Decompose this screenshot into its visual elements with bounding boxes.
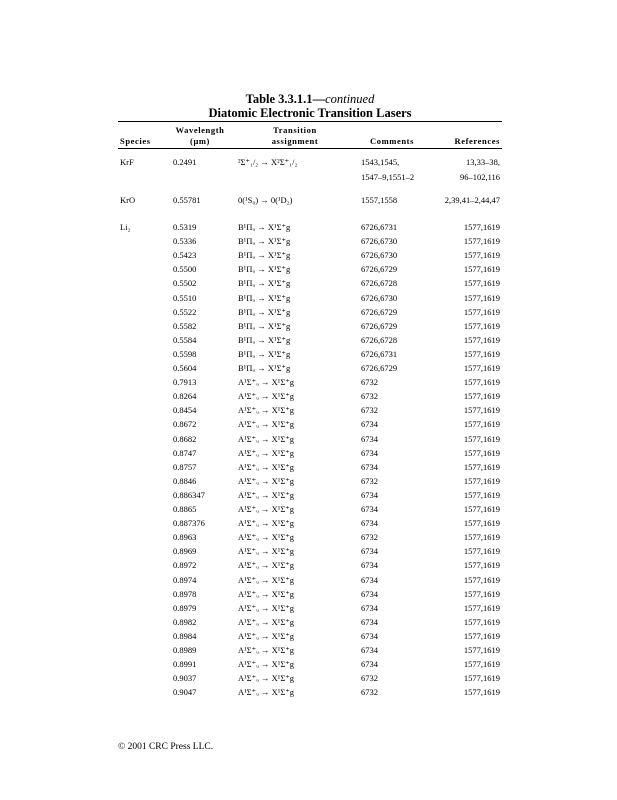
cell-wavelength: 0.5319 [173, 222, 197, 232]
cell-references: 1577,1619 [463, 659, 500, 670]
cell-transition: B¹Πᵤ → X¹Σ⁺g [238, 320, 291, 331]
cell-comments: 6726,6728 [361, 334, 398, 345]
cell-references: 1577,1619 [463, 546, 500, 557]
cell-comments: 6734 [361, 461, 378, 472]
cell-references: 1577,1619 [463, 602, 500, 613]
cell-wavelength: 0.5584 [173, 334, 197, 345]
cell-transition: A¹Σ⁺ᵤ → X¹Σ⁺g [238, 489, 295, 500]
cell-wavelength: 0.8978 [173, 588, 197, 599]
cell-references: 1577,1619 [463, 405, 500, 416]
cell-wavelength: 0.8991 [173, 659, 197, 670]
cell-wavelength: 0.8984 [173, 630, 197, 641]
table-number: Table 3.3.1.1 [245, 92, 313, 106]
cell-comments: 6734 [361, 630, 378, 641]
header-wavelength-unit: (μm) [190, 136, 210, 146]
cell-comments: 6726,6730 [361, 292, 398, 303]
cell-references: 1577,1619 [463, 320, 500, 331]
cell-wavelength: 0.8757 [173, 461, 197, 472]
cell-wavelength: 0.8982 [173, 616, 197, 627]
cell-references: 1577,1619 [463, 447, 500, 458]
cell-transition: 0(¹S₀) → 0(¹D₂) [238, 195, 293, 205]
cell-references: 1577,1619 [463, 461, 500, 472]
cell-wavelength: 0.5604 [173, 363, 197, 373]
cell-comments: 1543,1545, [361, 157, 400, 167]
cell-transition: A¹Σ⁺ᵤ → X¹Σ⁺g [238, 630, 295, 641]
cell-transition: B¹Πᵤ → X¹Σ⁺g [238, 292, 291, 303]
cell-transition: A¹Σ⁺ᵤ → X¹Σ⁺g [238, 461, 295, 472]
cell-comments: 6726,6730 [361, 236, 398, 247]
cell-transition: A¹Σ⁺ᵤ → X¹Σ⁺g [238, 546, 295, 557]
cell-comments: 6726,6729 [361, 363, 398, 373]
cell-wavelength: 0.887376 [173, 518, 205, 529]
cell-comments: 1557,1558 [361, 195, 398, 205]
cell-references: 1577,1619 [463, 673, 500, 684]
cell-comments: 6734 [361, 616, 378, 627]
cell-transition: B¹Πᵤ → X¹Σ⁺g [238, 348, 291, 359]
cell-wavelength: 0.8846 [173, 475, 197, 486]
cell-comments: 1547–9,1551–2 [361, 172, 415, 182]
cell-transition: A¹Σ⁺ᵤ → X¹Σ⁺g [238, 518, 295, 529]
cell-comments: 6732 [361, 377, 378, 388]
cell-wavelength: 0.7913 [173, 377, 197, 388]
cell-references: 2,39,41–2,44,47 [444, 195, 500, 205]
cell-references: 1577,1619 [463, 518, 500, 529]
cell-wavelength: 0.5423 [173, 250, 197, 261]
cell-references: 1577,1619 [463, 250, 500, 261]
cell-references: 1577,1619 [463, 504, 500, 514]
cell-references: 13,33–38, [466, 157, 500, 167]
header-wavelength [165, 125, 235, 147]
header-comments: Comments [370, 136, 414, 146]
cell-wavelength: 0.5522 [173, 306, 197, 317]
cell-transition: A¹Σ⁺ᵤ → X¹Σ⁺g [238, 504, 295, 514]
cell-wavelength: 0.8672 [173, 419, 197, 430]
cell-references: 1577,1619 [463, 306, 500, 317]
cell-references: 1577,1619 [463, 616, 500, 627]
header-references: References [454, 136, 500, 146]
cell-comments: 6732 [361, 475, 378, 486]
cell-transition: B¹Πᵤ → X¹Σ⁺g [238, 222, 291, 232]
cell-wavelength: 0.8682 [173, 433, 197, 444]
cell-transition: A¹Σ⁺ᵤ → X¹Σ⁺g [238, 673, 295, 684]
cell-references: 1577,1619 [463, 222, 500, 232]
cell-comments: 6732 [361, 391, 378, 402]
cell-references: 1577,1619 [463, 419, 500, 430]
cell-wavelength: 0.8974 [173, 574, 197, 585]
cell-references: 1577,1619 [463, 391, 500, 402]
cell-comments: 6734 [361, 447, 378, 458]
cell-references: 1577,1619 [463, 433, 500, 444]
cell-references: 1577,1619 [463, 645, 500, 655]
cell-transition: ²Σ⁺₁/₂ → X²Σ⁺₁/₂ [238, 157, 298, 167]
cell-references: 1577,1619 [463, 588, 500, 599]
cell-transition: A¹Σ⁺ᵤ → X¹Σ⁺g [238, 602, 295, 613]
cell-wavelength: 0.8979 [173, 602, 197, 613]
table-subtitle: Diatomic Electronic Transition Lasers [208, 106, 412, 120]
cell-wavelength: 0.55781 [173, 195, 201, 205]
cell-transition: A¹Σ⁺ᵤ → X¹Σ⁺g [238, 405, 295, 416]
cell-species: KrF [120, 157, 134, 167]
cell-references: 1577,1619 [463, 630, 500, 641]
cell-wavelength: 0.5500 [173, 264, 197, 275]
cell-references: 1577,1619 [463, 377, 500, 388]
cell-comments: 6726,6731 [361, 222, 398, 232]
cell-transition: A¹Σ⁺ᵤ → X¹Σ⁺g [238, 659, 295, 670]
cell-wavelength: 0.9047 [173, 687, 197, 698]
cell-references: 1577,1619 [463, 236, 500, 247]
cell-references: 1577,1619 [463, 278, 500, 289]
cell-comments: 6726,6729 [361, 320, 398, 331]
cell-comments: 6734 [361, 518, 378, 529]
cell-wavelength: 0.5582 [173, 320, 197, 331]
cell-references: 1577,1619 [463, 475, 500, 486]
cell-species: KrO [120, 195, 136, 205]
cell-comments: 6734 [361, 433, 378, 444]
cell-transition: B¹Πᵤ → X¹Σ⁺g [238, 250, 291, 261]
cell-comments: 6726,6729 [361, 306, 398, 317]
cell-transition: A¹Σ⁺ᵤ → X¹Σ⁺g [238, 419, 295, 430]
cell-transition: A¹Σ⁺ᵤ → X¹Σ⁺g [238, 687, 295, 698]
cell-comments: 6734 [361, 645, 378, 655]
cell-wavelength: 0.5336 [173, 236, 197, 247]
cell-transition: A¹Σ⁺ᵤ → X¹Σ⁺g [238, 475, 295, 486]
cell-transition: A¹Σ⁺ᵤ → X¹Σ⁺g [238, 391, 295, 402]
cell-wavelength: 0.8454 [173, 405, 197, 416]
cell-comments: 6734 [361, 560, 378, 571]
cell-references: 1577,1619 [463, 532, 500, 543]
cell-transition: A¹Σ⁺ᵤ → X¹Σ⁺g [238, 532, 295, 543]
cell-references: 1577,1619 [463, 687, 500, 698]
cell-transition: A¹Σ⁺ᵤ → X¹Σ⁺g [238, 447, 295, 458]
cell-references: 1577,1619 [463, 334, 500, 345]
cell-wavelength: 0.8969 [173, 546, 197, 557]
cell-references: 1577,1619 [463, 363, 500, 373]
top-rule [118, 121, 502, 122]
cell-transition: A¹Σ⁺ᵤ → X¹Σ⁺g [238, 616, 295, 627]
cell-comments: 6726,6729 [361, 264, 398, 275]
cell-wavelength: 0.8989 [173, 645, 197, 655]
cell-transition: B¹Πᵤ → X¹Σ⁺g [238, 363, 291, 373]
cell-wavelength: 0.9037 [173, 673, 197, 684]
cell-comments: 6734 [361, 659, 378, 670]
cell-comments: 6732 [361, 687, 378, 698]
cell-references: 1577,1619 [463, 489, 500, 500]
cell-wavelength: 0.886347 [173, 489, 205, 500]
header-wavelength-label: Wavelength [175, 125, 225, 135]
cell-wavelength: 0.8972 [173, 560, 197, 571]
header-transition-label: Transition [273, 125, 317, 135]
cell-transition: B¹Πᵤ → X¹Σ⁺g [238, 306, 291, 317]
cell-comments: 6734 [361, 588, 378, 599]
cell-wavelength: 0.5510 [173, 292, 197, 303]
cell-transition: A¹Σ⁺ᵤ → X¹Σ⁺g [238, 588, 295, 599]
cell-comments: 6734 [361, 489, 378, 500]
header-transition [250, 125, 340, 147]
cell-wavelength: 0.5598 [173, 348, 197, 359]
cell-references: 1577,1619 [463, 574, 500, 585]
cell-transition: A¹Σ⁺ᵤ → X¹Σ⁺g [238, 433, 295, 444]
cell-wavelength: 0.8963 [173, 532, 197, 543]
cell-references: 96–102,116 [459, 172, 500, 182]
cell-species: Li₂ [120, 222, 131, 232]
table-continued-label: continued [325, 92, 375, 106]
cell-comments: 6726,6730 [361, 250, 398, 261]
header-transition-label-2: assignment [271, 136, 319, 146]
cell-comments: 6732 [361, 532, 378, 543]
cell-transition: B¹Πᵤ → X¹Σ⁺g [238, 264, 291, 275]
cell-wavelength: 0.5502 [173, 278, 197, 289]
cell-wavelength: 0.2491 [173, 157, 197, 167]
cell-comments: 6734 [361, 419, 378, 430]
cell-comments: 6734 [361, 504, 378, 514]
table-title: Table 3.3.1.1—continued [245, 92, 375, 106]
cell-transition: A¹Σ⁺ᵤ → X¹Σ⁺g [238, 645, 295, 655]
header-rule [118, 148, 502, 149]
cell-references: 1577,1619 [463, 264, 500, 275]
cell-comments: 6734 [361, 602, 378, 613]
cell-comments: 6734 [361, 546, 378, 557]
cell-transition: A¹Σ⁺ᵤ → X¹Σ⁺g [238, 560, 295, 571]
cell-transition: A¹Σ⁺ᵤ → X¹Σ⁺g [238, 377, 295, 388]
cell-transition: B¹Πᵤ → X¹Σ⁺g [238, 334, 291, 345]
cell-comments: 6732 [361, 405, 378, 416]
cell-references: 1577,1619 [463, 560, 500, 571]
cell-references: 1577,1619 [463, 348, 500, 359]
table-title-block [118, 93, 502, 120]
cell-wavelength: 0.8264 [173, 391, 197, 402]
cell-comments: 6726,6728 [361, 278, 398, 289]
header-species: Species [120, 136, 151, 146]
cell-wavelength: 0.8865 [173, 504, 197, 514]
cell-comments: 6734 [361, 574, 378, 585]
copyright-footer: © 2001 CRC Press LLC. [118, 742, 214, 752]
cell-transition: A¹Σ⁺ᵤ → X¹Σ⁺g [238, 574, 295, 585]
cell-transition: B¹Πᵤ → X¹Σ⁺g [238, 236, 291, 247]
cell-wavelength: 0.8747 [173, 447, 197, 458]
cell-references: 1577,1619 [463, 292, 500, 303]
cell-comments: 6732 [361, 673, 378, 684]
cell-comments: 6726,6731 [361, 348, 398, 359]
cell-transition: B¹Πᵤ → X¹Σ⁺g [238, 278, 291, 289]
